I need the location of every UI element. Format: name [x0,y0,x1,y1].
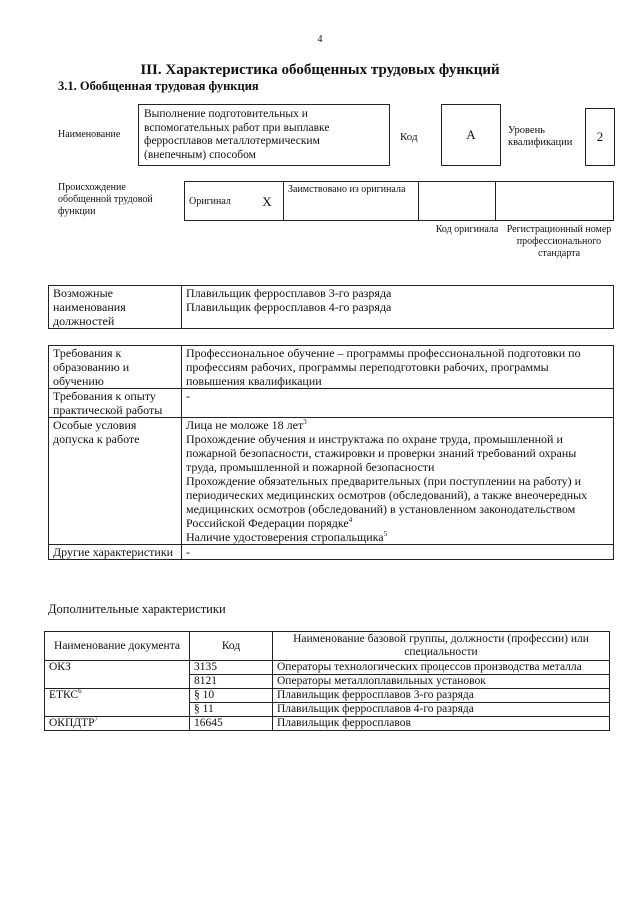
original-mark: Х [251,182,284,221]
special-line: Наличие удостоверения стропальщика$^5$ [186,530,388,544]
code-cell: 3135 [190,661,273,675]
requirements-table [48,345,614,560]
special-conditions-label: Особые условия допуска к работе [49,418,182,545]
name-cell: Плавильщик ферросплавов [273,717,610,731]
position-item: Плавильщик ферросплавов 4-го разряда [186,300,392,314]
name-label: Наименование [58,129,121,140]
table-row [45,689,610,703]
code-cell: § 11 [190,703,273,717]
origin-table [184,181,614,221]
additional-title: Дополнительные характеристики [48,602,226,616]
positions-values [182,286,614,329]
positions-table [48,285,614,329]
original-label: Оригинал [185,182,252,221]
level-value: 2 [585,108,615,166]
code-original-cell [419,182,496,221]
name-cell: Плавильщик ферросплавов 4-го разряда [273,703,610,717]
footnote-ref: 7 [94,715,99,724]
education-label: Требования к образованию и обучению [49,346,182,389]
borrowed-label: Заимствовано из оригинала [284,182,419,221]
page-number: 4 [317,34,323,45]
special-line: Прохождение обязательных предварительных (при поступлении на работу) и периодических медицинских осмотров (обследований), а также внеочередных медицинских осмотров (обследований) в установленном законодательством Российской Федерации порядке$^4$ [186,474,588,530]
col-header-code: Код [190,632,273,661]
name-cell: Плавильщик ферросплавов 3-го разряда [273,689,610,703]
position-item: Плавильщик ферросплавов 3-го разряда [186,286,392,300]
level-label: Уровень квалификации [508,125,573,148]
function-name-value: Выполнение подготовительных и вспомогательных работ при выплавке ферросплавов металлотермическим (внепечным) способом [138,104,390,166]
doc-cell: ЕТКС$^6$ [45,689,190,717]
footnote-ref: 5 [383,530,388,538]
col-header-doc: Наименование документа [45,632,190,661]
special-line: Прохождение обучения и инструктажа по охране труда, промышленной и пожарной безопасности, стажировки и проверки знаний требований охраны труда, промышленной и пожарной безопасности [186,432,577,474]
code-cell: § 10 [190,689,273,703]
footnote-ref: 3 [303,418,307,426]
experience-value: - [182,389,614,418]
code-value: А [441,104,501,166]
name-cell: Операторы технологических процессов производства металла [273,661,610,675]
other-value: - [182,545,614,560]
experience-label: Требования к опыту практической работы [49,389,182,418]
doc-cell: ОКЗ [45,661,190,689]
other-label: Другие характеристики [49,545,182,560]
footnote-ref: 4 [348,516,353,524]
education-value: Профессиональное обучение – программы профессиональной подготовки по профессиям рабочих, программы переподготовки рабочих, программы повышения квалификации [182,346,614,389]
name-cell: Операторы металлоплавильных установок [273,675,610,689]
code-label: Код [400,131,418,143]
table-row [45,661,610,675]
footnote-ref: 6 [78,687,82,696]
reg-number-label: Регистрационный номер профессионального стандарта [506,224,612,259]
code-original-label: Код оригинала [435,224,499,235]
origin-label: Происхождение обобщенной трудовой функции [58,182,153,217]
col-header-name: Наименование базовой группы, должности (профессии) или специальности [273,632,610,661]
positions-label: Возможные наименования должностей [49,286,182,329]
doc-cell: ОКПДТР$^7$ [45,717,190,731]
special-line: Лица не моложе 18 лет$^3$ [186,418,307,432]
code-cell: 8121 [190,675,273,689]
special-conditions-value [182,418,614,545]
subsection-title: 3.1. Обобщенная трудовая функция [58,79,259,93]
additional-table [44,631,610,731]
reg-number-cell [496,182,614,221]
code-cell: 16645 [190,717,273,731]
table-row [45,717,610,731]
section-title: III. Характеристика обобщенных трудовых функций [140,62,500,78]
